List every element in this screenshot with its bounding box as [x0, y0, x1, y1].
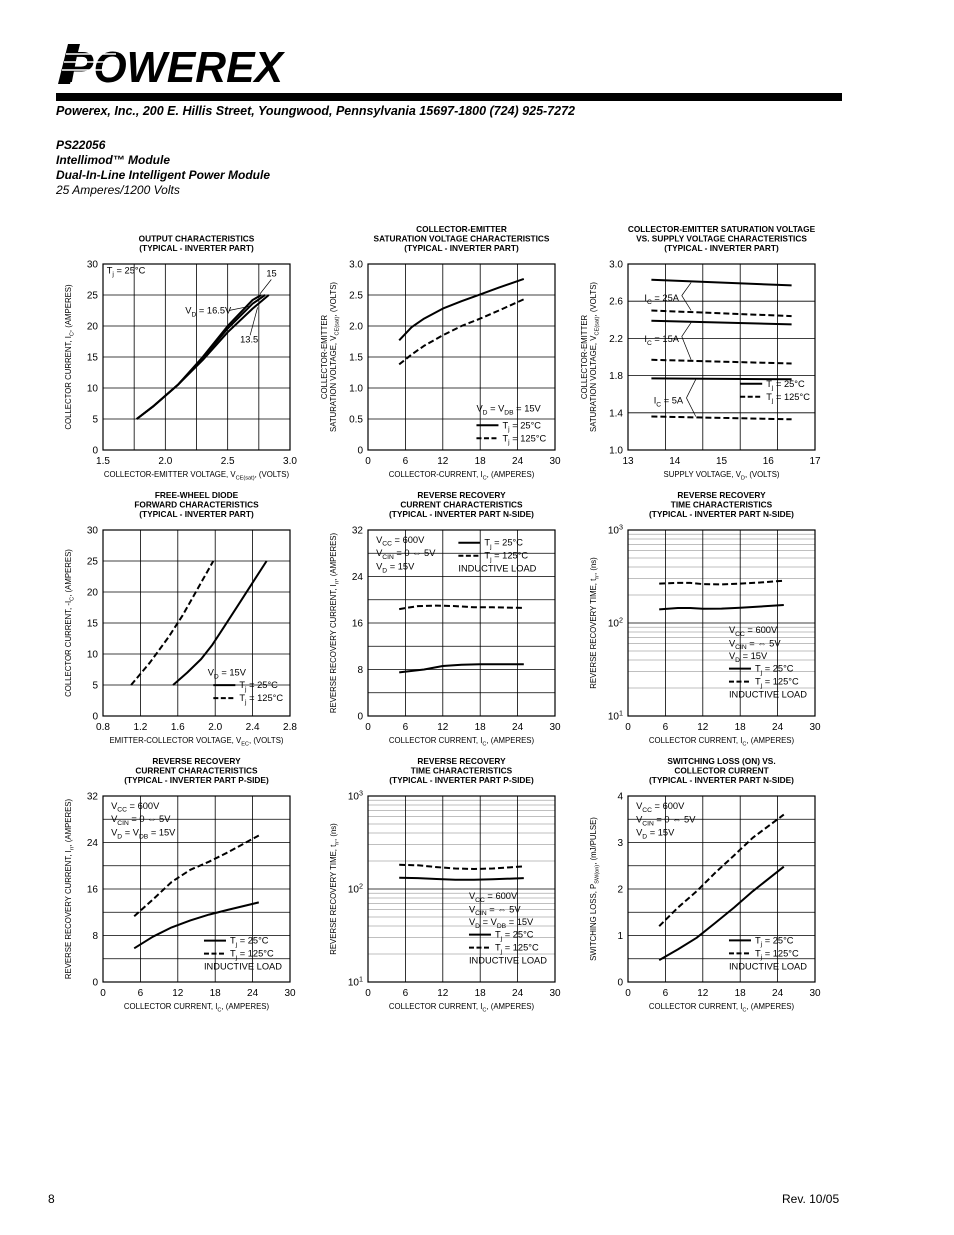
- x-axis-label: COLLECTOR-EMITTER VOLTAGE, $V_{CE(sat)}$, (VOLTS): [103, 470, 290, 482]
- chart-title: (TYPICAL - INVERTER PART P-SIDE): [124, 775, 269, 785]
- x-tick-label: 0: [365, 988, 371, 999]
- annotation: $I_C = 15A$: [644, 334, 679, 347]
- x-tick-label: 17: [809, 456, 821, 467]
- chart-title: (TYPICAL - INVERTER PART): [139, 243, 254, 253]
- x-tick-label: 6: [402, 456, 409, 467]
- series-line: [399, 878, 524, 880]
- leader-line: [682, 337, 691, 360]
- annotation: $V_D = V_{DB} = 15V$: [468, 917, 534, 930]
- x-tick-label: 12: [437, 988, 449, 999]
- annotation: $V_D = 15V$: [376, 561, 415, 575]
- y-tick-label: 24: [86, 838, 98, 849]
- chart-switching-loss: [565, 752, 865, 1022]
- legend-label: $T_j = 125^\circ C$: [766, 391, 810, 405]
- annotation: 15: [266, 268, 277, 279]
- y-tick-label: 20: [86, 321, 98, 333]
- x-tick-label: 18: [734, 722, 746, 733]
- x-tick-label: 0: [625, 722, 631, 733]
- leader-line: [686, 379, 695, 398]
- x-tick-label: 15: [715, 456, 728, 467]
- x-tick-label: 1.6: [170, 722, 185, 733]
- x-tick-label: 24: [772, 722, 784, 733]
- y-tick-label: 32: [86, 791, 98, 803]
- x-tick-label: 6: [137, 988, 144, 999]
- leader-line: [260, 280, 271, 294]
- chart-title: VS. SUPPLY VOLTAGE CHARACTERISTICS: [636, 233, 807, 244]
- annotation: $V_{CC} = 600V$: [376, 534, 425, 548]
- chart-free-wheel-diode: [40, 486, 340, 756]
- x-tick-label: 2.5: [220, 456, 235, 467]
- x-tick-label: 6: [402, 988, 409, 999]
- y-axis-label: COLLECTOR-EMITTER: [580, 314, 589, 400]
- annotation: $V_{CIN}$ = ⇔ 5V: [728, 638, 781, 652]
- y-tick-label: 0: [92, 445, 98, 457]
- y-axis-label: SATURATION VOLTAGE, $V_{CE(sat)}$, (VOLTS): [329, 282, 341, 432]
- legend-label: $T_j = 125^\circ C$: [754, 676, 799, 690]
- y-tick-label: 0.5: [349, 414, 363, 426]
- y-tick-label: 30: [86, 259, 98, 271]
- annotation: $V_D = 15V$: [636, 827, 675, 841]
- y-tick-label: 1.5: [349, 352, 363, 364]
- x-axis-label: COLLECTOR CURRENT, $I_C$, (AMPERES): [648, 1002, 795, 1014]
- x-axis-label: COLLECTOR CURRENT, $I_C$, (AMPERES): [123, 1002, 270, 1014]
- series-line: [399, 865, 524, 869]
- y-tick-label: 1.0: [349, 383, 363, 395]
- y-tick-label: 15: [86, 352, 98, 364]
- x-tick-label: 12: [172, 988, 184, 999]
- annotation: 13.5: [240, 334, 259, 345]
- legend-note: INDUCTIVE LOAD: [458, 563, 537, 574]
- y-axis-label: COLLECTOR-EMITTER: [320, 314, 329, 400]
- y-tick-label: 8: [357, 665, 363, 676]
- series-line: [651, 280, 791, 286]
- y-tick-label: 8: [92, 931, 98, 942]
- annotation: $V_D = 16.5V$: [185, 305, 232, 319]
- y-tick-label: 16: [351, 618, 363, 630]
- x-tick-label: 16: [762, 456, 774, 467]
- legend-label: $T_j = 25^\circ C$: [754, 935, 794, 949]
- legend-label: $T_j = 125^\circ C$: [229, 948, 274, 962]
- chart-title: REVERSE RECOVERY: [152, 756, 241, 766]
- leader-line: [686, 398, 695, 417]
- chart-title: SATURATION VOLTAGE CHARACTERISTICS: [373, 233, 550, 244]
- annotation: $V_{CIN}$ = ⇔ 5V: [468, 904, 521, 918]
- chart-title: REVERSE RECOVERY: [677, 490, 766, 500]
- x-tick-label: 3.0: [283, 456, 297, 467]
- y-axis-label: REVERSE RECOVERY TIME, $t_{rr}$, (ns): [329, 823, 341, 955]
- y-tick-label: 5: [92, 680, 98, 692]
- y-tick-label: $10^1$: [347, 974, 363, 989]
- chart-trr-p-side: [305, 752, 605, 1022]
- y-tick-label: 0: [617, 977, 623, 989]
- y-axis-label: REVERSE RECOVERY TIME, $t_{rr}$, (ns): [589, 557, 601, 689]
- leader-line: [682, 283, 691, 296]
- powerex-logo: [56, 40, 292, 88]
- chart-title: REVERSE RECOVERY: [417, 756, 506, 766]
- y-tick-label: 20: [86, 587, 98, 599]
- legend-label: $T_j = 25^\circ C$: [239, 680, 278, 693]
- chart-output-characteristics: [40, 220, 340, 490]
- y-tick-label: $10^3$: [607, 522, 623, 537]
- series-line: [399, 606, 524, 610]
- x-tick-label: 2.8: [283, 722, 297, 733]
- x-tick-label: 18: [474, 988, 486, 999]
- chart-title: FORWARD CHARACTERISTICS: [134, 499, 259, 510]
- chart-title: SWITCHING LOSS (ON) VS.: [667, 756, 776, 766]
- annotation: $V_D = 15V$: [728, 651, 768, 664]
- series-line: [399, 279, 524, 340]
- annotation: $I_C = 25A$: [644, 293, 679, 306]
- part-info: [56, 138, 270, 198]
- x-tick-label: 0: [365, 456, 371, 467]
- series-line: [659, 815, 784, 927]
- y-tick-label: 10: [86, 649, 98, 661]
- y-tick-label: 0: [357, 445, 363, 457]
- y-tick-label: 5: [92, 414, 98, 426]
- page-number: 8: [48, 1192, 55, 1206]
- x-tick-label: 1.5: [96, 456, 110, 467]
- x-tick-label: 0: [100, 988, 106, 999]
- annotation: $V_D = V_{DB} = 15V$: [111, 827, 176, 841]
- x-tick-label: 24: [512, 988, 524, 999]
- chart-title: CURRENT CHARACTERISTICS: [135, 765, 258, 776]
- y-tick-label: $10^2$: [607, 615, 623, 630]
- part-line-2: Dual-In-Line Intelligent Power Module: [56, 168, 271, 182]
- legend-label: $T_j = 125^\circ C$: [484, 550, 529, 564]
- x-axis-label: COLLECTOR-CURRENT, $I_C$, (AMPERES): [388, 470, 535, 482]
- chart-title: FREE-WHEEL DIODE: [154, 490, 239, 500]
- annotation: $V_{CC} = 600V$: [636, 801, 685, 814]
- y-tick-label: 4: [617, 791, 623, 803]
- chart-vce-sat-vs-vd: [565, 220, 865, 490]
- y-tick-label: 3: [617, 838, 623, 849]
- series-line: [659, 605, 784, 609]
- series-line: [651, 417, 791, 420]
- annotation: $V_{CC} = 600V$: [728, 625, 778, 638]
- y-axis-label: REVERSE RECOVERY CURRENT, $I_{rr}$, (AMPERES): [64, 798, 76, 980]
- x-tick-label: 0: [625, 988, 631, 999]
- chart-title: (TYPICAL - INVERTER PART): [139, 509, 254, 519]
- y-tick-label: 1.4: [609, 408, 623, 420]
- y-tick-label: 24: [351, 572, 363, 583]
- series-line: [399, 664, 524, 672]
- leader-line: [682, 323, 691, 337]
- x-tick-label: 18: [209, 988, 221, 999]
- annotation: $V_{CIN} = 0$ ⇔ 5V: [376, 548, 436, 561]
- annotation: $V_{CIN} = 0$ ⇔ 5V: [636, 814, 696, 828]
- chart-title: CURRENT CHARACTERISTICS: [400, 499, 523, 510]
- company-address: Powerex, Inc., 200 E. Hillis Street, Youngwood, Pennsylvania 15697-1800 (724) 925-7272: [56, 104, 575, 118]
- x-tick-label: 30: [549, 456, 561, 467]
- x-tick-label: 24: [772, 988, 784, 999]
- x-tick-label: 12: [697, 722, 709, 733]
- x-tick-label: 30: [284, 988, 296, 999]
- x-axis-label: SUPPLY VOLTAGE, $V_D$, (VOLTS): [663, 470, 780, 482]
- y-tick-label: 10: [86, 383, 98, 395]
- series-line: [134, 836, 259, 917]
- y-tick-label: 2.6: [609, 296, 623, 308]
- chart-title: TIME CHARACTERISTICS: [410, 765, 513, 776]
- y-tick-label: $10^1$: [607, 708, 623, 723]
- annotation: $I_C = 5A$: [653, 395, 684, 409]
- chart-irr-n-side: [305, 486, 605, 756]
- x-tick-label: 12: [437, 456, 449, 467]
- logo-wordmark: POWEREX: [65, 43, 286, 88]
- x-tick-label: 30: [549, 988, 561, 999]
- part-line-1: Intellimod™ Module: [56, 153, 170, 167]
- y-tick-label: 2.2: [609, 333, 623, 345]
- x-tick-label: 13: [622, 456, 634, 467]
- y-tick-label: 0: [92, 977, 98, 989]
- chart-vce-sat-vs-ic: [305, 220, 605, 490]
- x-tick-label: 1.2: [133, 722, 148, 733]
- annotation: $V_{CIN} = 0$ ⇔ 5V: [111, 814, 171, 827]
- x-tick-label: 24: [512, 722, 524, 733]
- x-tick-label: 12: [437, 722, 449, 733]
- x-tick-label: 6: [662, 988, 669, 999]
- y-tick-label: 16: [86, 884, 98, 896]
- x-tick-label: 30: [809, 722, 821, 733]
- legend-label: $T_j = 25^\circ C$: [229, 935, 269, 949]
- y-tick-label: 1.0: [609, 445, 623, 457]
- leader-line: [682, 296, 691, 311]
- y-tick-label: $10^3$: [347, 788, 363, 803]
- y-tick-label: 3.0: [349, 259, 363, 271]
- annotation: $V_{CC} = 600V$: [468, 891, 518, 904]
- legend-label: $T_j = 25^\circ C$: [484, 537, 523, 551]
- y-tick-label: 25: [86, 556, 98, 568]
- x-axis-label: COLLECTOR CURRENT, $I_C$, (AMPERES): [388, 736, 535, 748]
- series-line: [651, 311, 791, 317]
- x-tick-label: 18: [474, 456, 486, 467]
- x-tick-label: 0.8: [96, 722, 110, 733]
- series-line: [651, 360, 791, 364]
- chart-trr-n-side: [565, 486, 865, 756]
- plot-frame: [628, 264, 815, 450]
- series-line: [399, 299, 524, 364]
- y-axis-label: SWITCHING LOSS, $P_{SW(on)}$, (mJ/PULSE): [589, 817, 601, 961]
- legend-label: $T_j = 125^\circ C$: [754, 948, 799, 962]
- x-axis-label: EMITTER-COLLECTOR VOLTAGE, $V_{EC}$, (VOLTS): [109, 736, 284, 748]
- leader-line: [250, 307, 257, 335]
- chart-title: (TYPICAL - INVERTER PART): [664, 243, 779, 253]
- part-number: PS22056: [56, 138, 106, 152]
- x-tick-label: 2.0: [208, 722, 223, 733]
- x-tick-label: 18: [734, 988, 746, 999]
- x-axis-label: COLLECTOR CURRENT, $I_C$, (AMPERES): [648, 736, 795, 748]
- x-tick-label: 6: [402, 722, 409, 733]
- legend-label: $T_j = 125^\circ C$: [502, 433, 547, 447]
- legend-note: INDUCTIVE LOAD: [728, 961, 807, 972]
- x-tick-label: 0: [365, 722, 371, 733]
- x-tick-label: 30: [809, 988, 821, 999]
- y-tick-label: 15: [86, 618, 98, 630]
- x-tick-label: 6: [662, 722, 669, 733]
- x-tick-label: 24: [512, 456, 524, 467]
- series-line: [659, 581, 784, 585]
- y-tick-label: 32: [351, 525, 363, 537]
- y-axis-label: SATURATION VOLTAGE, $V_{CE(sat)}$, (VOLTS): [589, 282, 601, 432]
- series-line: [659, 867, 784, 960]
- legend-note: INDUCTIVE LOAD: [468, 955, 547, 966]
- y-tick-label: 25: [86, 290, 98, 302]
- chart-title: (TYPICAL - INVERTER PART): [404, 243, 519, 253]
- y-tick-label: 30: [86, 525, 98, 537]
- y-axis-label: COLLECTOR CURRENT, $I_C$, (AMPERES): [64, 284, 76, 430]
- chart-title: TIME CHARACTERISTICS: [670, 499, 773, 510]
- annotation: $V_D = 15V$: [207, 667, 246, 681]
- chart-title: (TYPICAL - INVERTER PART N-SIDE): [389, 509, 534, 519]
- x-tick-label: 12: [697, 988, 709, 999]
- x-tick-label: 18: [474, 722, 486, 733]
- annotation: $V_D = V_{DB} = 15V$: [476, 403, 541, 417]
- legend-label: $T_j = 125^\circ C$: [494, 942, 539, 956]
- header-rule: [56, 93, 842, 101]
- y-tick-label: 1: [617, 931, 623, 942]
- y-axis-label: COLLECTOR CURRENT, $-I_C$, (AMPERES): [64, 549, 76, 697]
- revision: Rev. 10/05: [782, 1192, 840, 1206]
- part-rating: 25 Amperes/1200 Volts: [56, 183, 180, 197]
- y-tick-label: 1.8: [609, 371, 623, 383]
- series-line: [651, 321, 791, 325]
- chart-title: COLLECTOR CURRENT: [674, 765, 769, 776]
- y-tick-label: 0: [357, 711, 363, 723]
- y-tick-label: 3.0: [609, 259, 623, 271]
- x-tick-label: 2.4: [245, 722, 260, 733]
- y-tick-label: 2.0: [349, 321, 363, 333]
- chart-title: (TYPICAL - INVERTER PART N-SIDE): [649, 775, 794, 785]
- legend-label: $T_j = 25^\circ C$: [766, 378, 805, 392]
- y-tick-label: 2.5: [349, 290, 363, 302]
- legend-label: $T_j = 125^\circ C$: [239, 693, 284, 706]
- legend-label: $T_j = 25^\circ C$: [754, 663, 794, 677]
- x-tick-label: 30: [549, 722, 561, 733]
- chart-title: COLLECTOR-EMITTER SATURATION VOLTAGE: [627, 224, 816, 234]
- chart-irr-p-side: [40, 752, 340, 1022]
- legend-note: INDUCTIVE LOAD: [728, 689, 807, 700]
- annotation: $T_j = 25^\circ C$: [106, 265, 146, 279]
- x-tick-label: 2.0: [158, 456, 173, 467]
- y-tick-label: 0: [92, 711, 98, 723]
- chart-title: (TYPICAL - INVERTER PART P-SIDE): [389, 775, 534, 785]
- x-axis-label: COLLECTOR CURRENT, $I_C$, (AMPERES): [388, 1002, 535, 1014]
- legend-label: $T_j = 25^\circ C$: [494, 929, 534, 943]
- annotation: $V_{CC} = 600V$: [111, 800, 160, 814]
- y-axis-label: REVERSE RECOVERY CURRENT, $I_{rr}$, (AMPERES): [329, 532, 341, 714]
- chart-title: OUTPUT CHARACTERISTICS: [138, 233, 255, 244]
- chart-title: COLLECTOR-EMITTER: [416, 224, 507, 234]
- y-tick-label: $10^2$: [347, 881, 363, 896]
- y-tick-label: 2: [617, 884, 623, 896]
- chart-title: (TYPICAL - INVERTER PART N-SIDE): [649, 509, 794, 519]
- legend-label: $T_j = 25^\circ C$: [502, 420, 542, 434]
- x-tick-label: 24: [247, 988, 259, 999]
- chart-title: REVERSE RECOVERY: [417, 490, 506, 500]
- legend-note: INDUCTIVE LOAD: [203, 961, 282, 972]
- x-tick-label: 14: [669, 456, 681, 467]
